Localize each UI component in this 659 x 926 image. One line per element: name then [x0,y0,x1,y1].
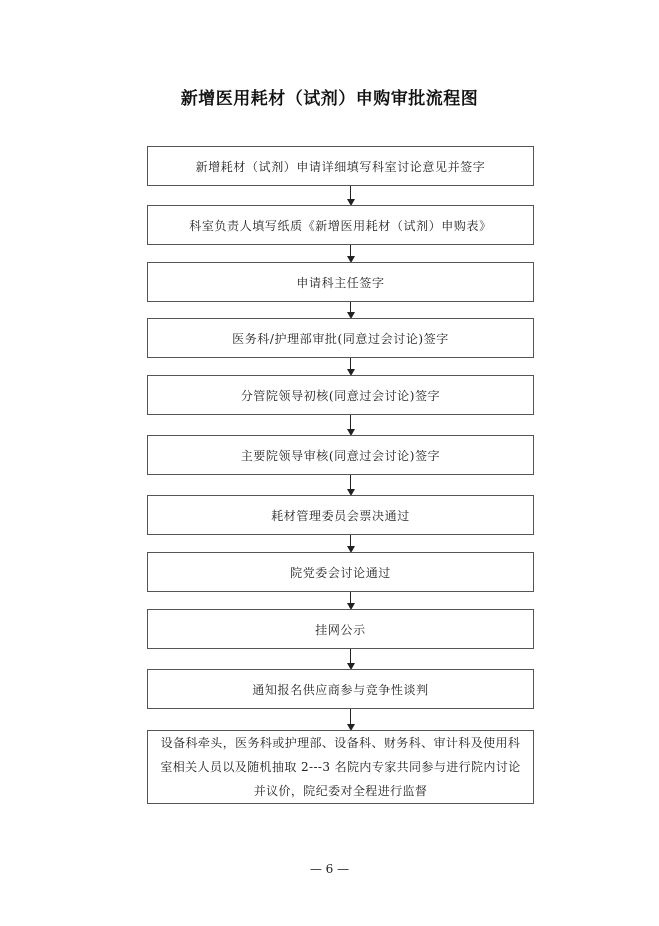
flow-arrow-2 [347,245,355,263]
flow-step-4: 医务科/护理部审批(同意过会讨论)签字 [147,318,534,358]
flow-arrow-8 [347,592,355,610]
flow-step-10: 通知报名供应商参与竞争性谈判 [147,669,534,709]
flow-step-5: 分管院领导初核(同意过会讨论)签字 [147,375,534,415]
flow-arrow-9 [347,649,355,670]
flow-step-3: 申请科主任签字 [147,262,534,302]
flow-arrow-7 [347,535,355,553]
page-number: — 6 — [309,862,350,876]
flow-step-7: 耗材管理委员会票决通过 [147,495,534,535]
flow-step-2: 科室负责人填写纸质《新增医用耗材（试剂）申购表》 [147,205,534,245]
flow-step-9: 挂网公示 [147,609,534,649]
flow-step-11: 设备科牵头，医务科或护理部、设备科、财务科、审计科及使用科室相关人员以及随机抽取 2---3 名院内专家共同参与进行院内讨论并议价，院纪委对全程进行监督 [147,730,534,804]
flow-arrow-3 [347,302,355,319]
flow-arrow-10 [347,709,355,731]
flow-arrow-6 [347,475,355,496]
flow-arrow-4 [347,358,355,376]
flow-arrow-1 [347,186,355,206]
flow-step-6: 主要院领导审核(同意过会讨论)签字 [147,435,534,475]
flow-step-8: 院党委会讨论通过 [147,552,534,592]
page-title: 新增医用耗材（试剂）申购审批流程图 [180,89,479,109]
flow-arrow-5 [347,415,355,436]
flow-step-1: 新增耗材（试剂）申请详细填写科室讨论意见并签字 [147,146,534,186]
